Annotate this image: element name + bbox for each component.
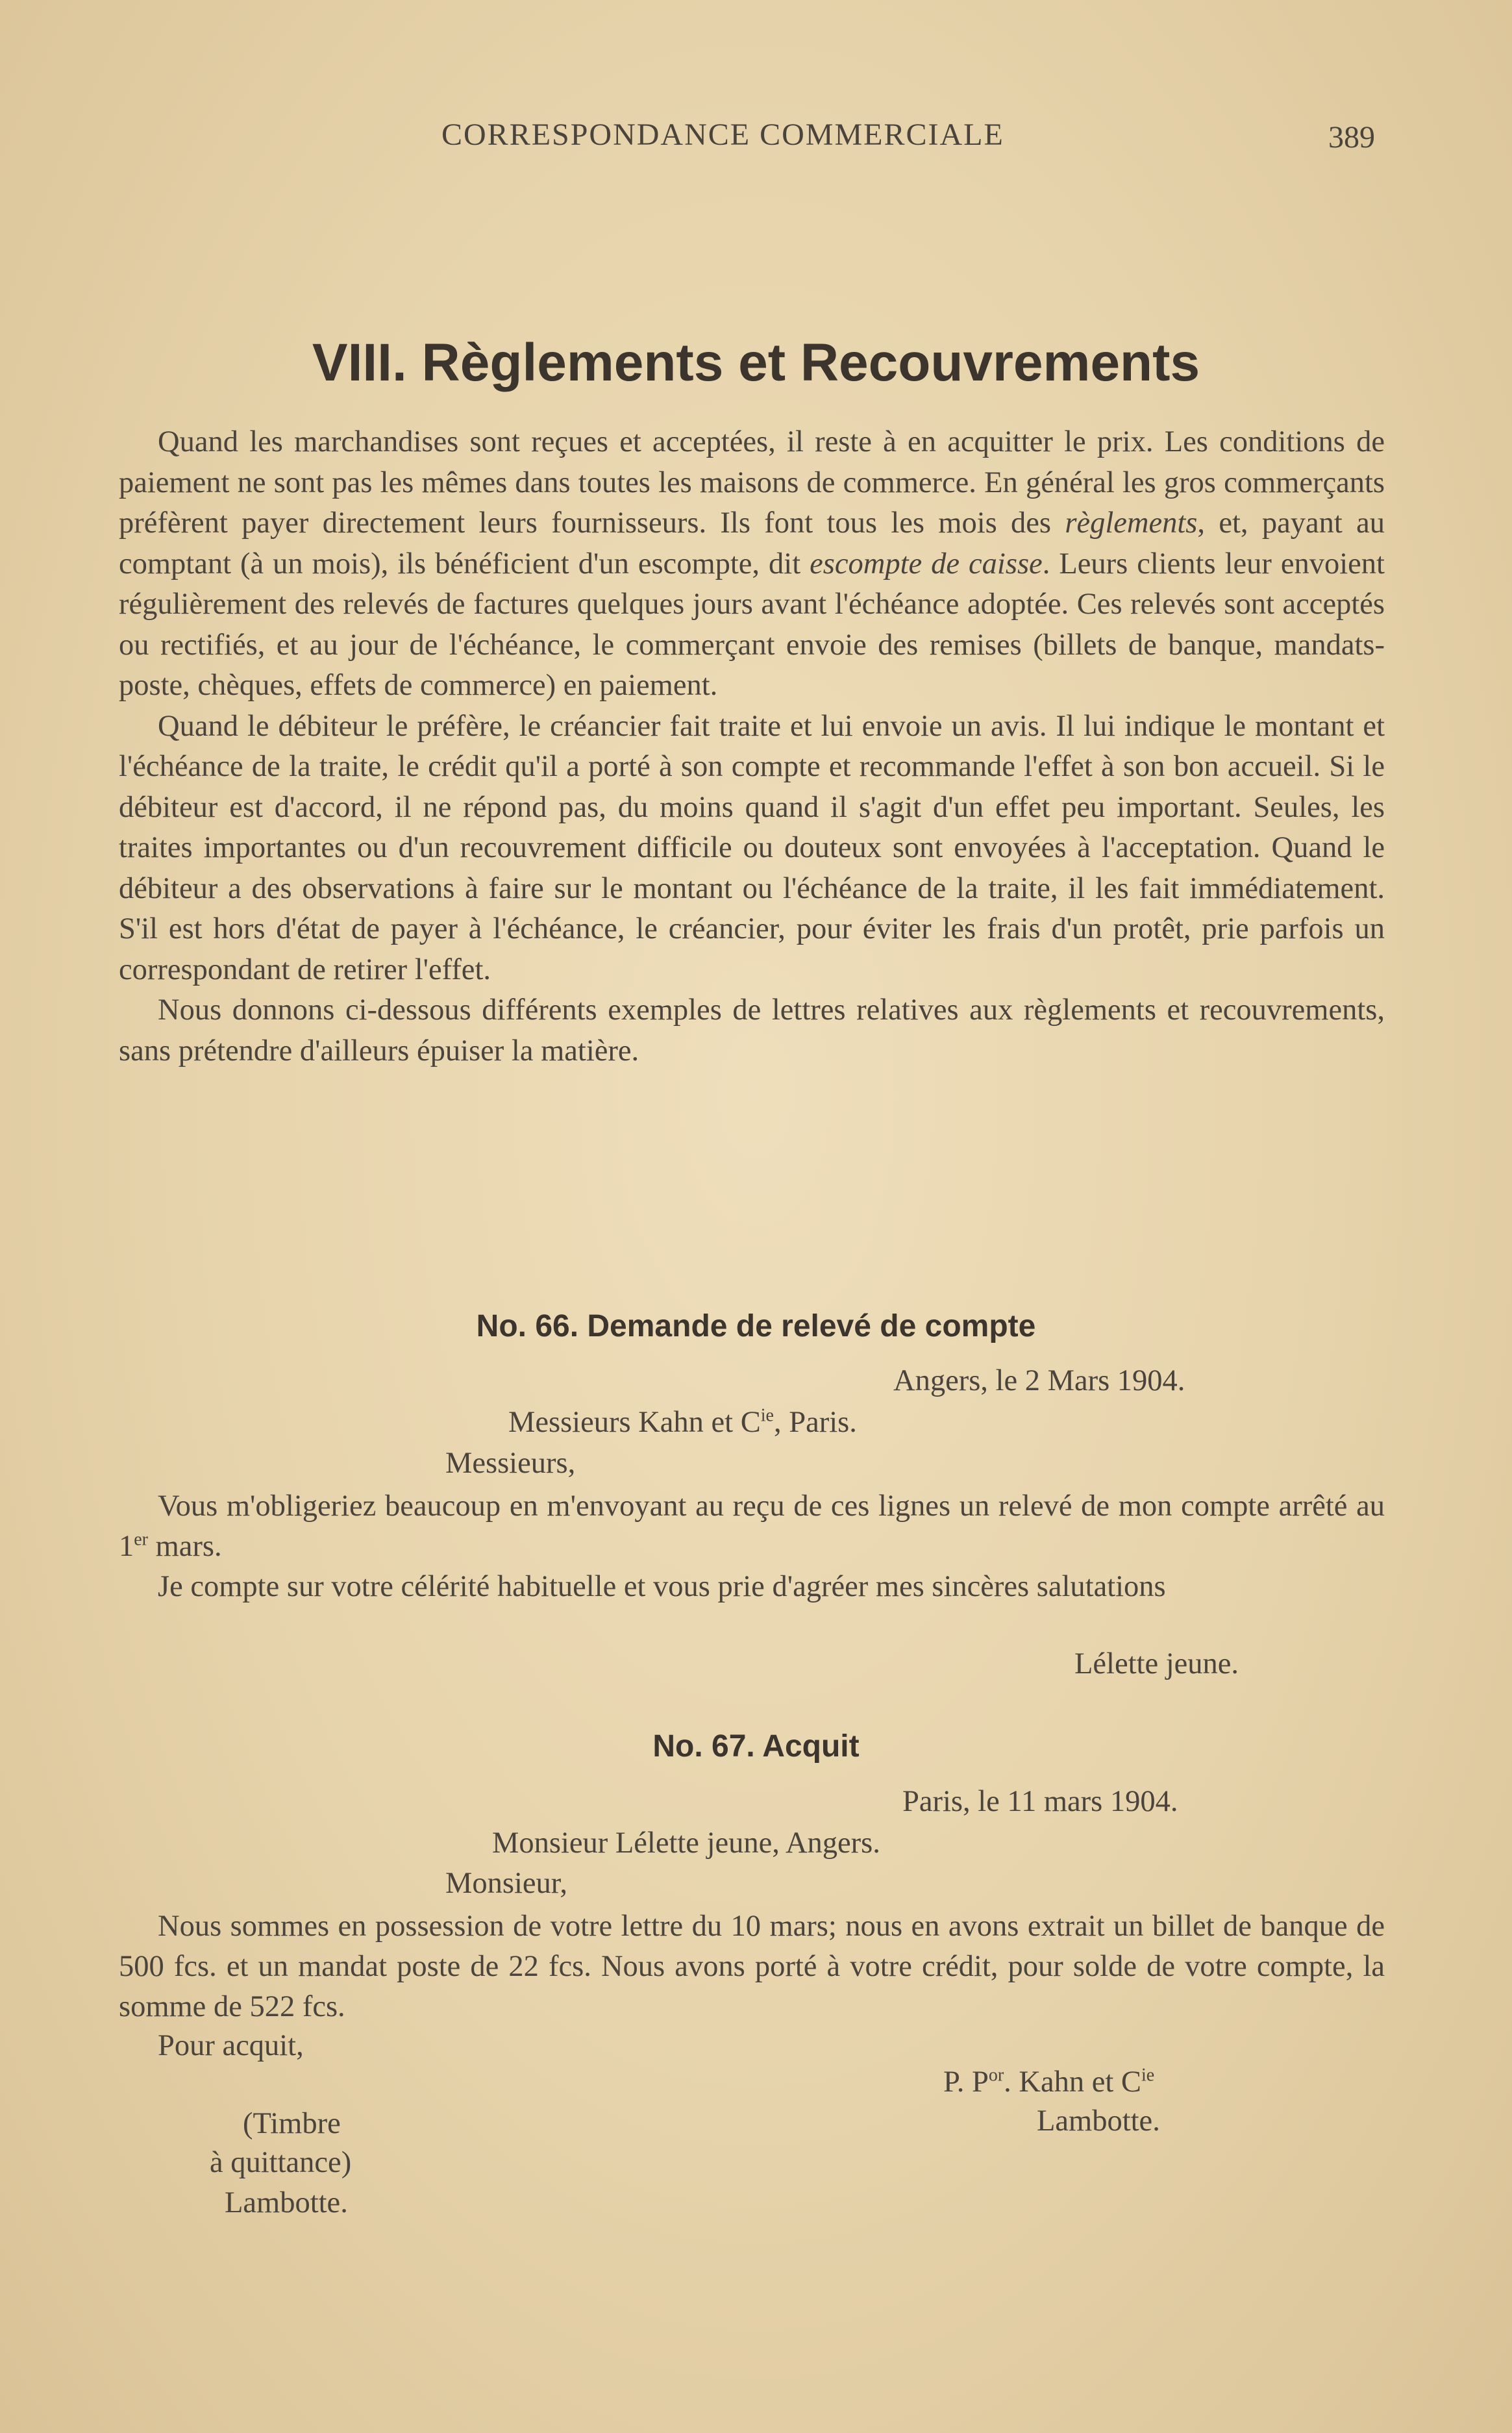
term-reglements: règlements [1065,506,1198,540]
letter-66-salutation: Messieurs, [445,1447,576,1480]
section-title: VIII. Règlements et Recouvrements [312,333,1200,392]
letter-66-body [119,1486,1385,1607]
intro-paragraph-3: Nous donnons ci-dessous différents exemples de lettres relatives aux règlements et recouvrements, sans prétendre d'ailleurs épuiser la matière. [119,993,1385,1067]
page-number: 389 [1328,120,1375,155]
letter-67-signature-firm: P. $P^{or}$. Kahn et $C^{ie}$ [943,2065,1155,2099]
letter-66-date: Angers, le 2 Mars 1904. [893,1364,1185,1397]
letter-67-date: Paris, le 11 mars 1904. [902,1785,1178,1818]
intro-paragraph-1: Quand les marchandises sont reçues et acceptées, il reste à en acquitter le prix. Les conditions de paiement ne sont pas les mêmes dans toutes les maisons de commerce. En général les gros commerçants préfèrent payer directement leurs fournisseurs. Ils font tous les mois des règlements, et, payant au comptant (à un mois), ils bénéficient d'un escompte, dit escompte de caisse. Leurs clients leur envoient régulièrement des relevés de factures quelques jours avant l'échéance adoptée. Ces relevés sont acceptés ou rectifiés, et au jour de l'échéance, le commerçant envoie des remises (billets de banque, mandats-poste, chèques, effets de commerce) en paiement. [119,425,1385,702]
letter-67-body [119,1906,1385,2027]
letter-66-signature: Lélette jeune. [1074,1647,1239,1680]
letter-67-pour-acquit: Pour acquit, [158,2029,304,2062]
letter-66-recipient: Messieurs Kahn et $C^{ie}$, Paris. [508,1405,857,1439]
letter-67-paragraph-1: Nous sommes en possession de votre lettre du 10 mars; nous en avons extrait un billet de banque de 500 fcs. et un mandat poste de 22 fcs. Nous avons porté à votre crédit, pour solde de votre compte, la somme de 522 fcs. [119,1910,1385,2023]
running-title: CORRESPONDANCE COMMERCIALE [441,118,1004,152]
letter-67-signature-name: Lambotte. [1037,2104,1160,2138]
letter-66-title: No. 66. Demande de relevé de compte [476,1309,1036,1343]
stamp-line-3: Lambotte. [225,2186,348,2219]
letter-66-paragraph-2: Je compte sur votre célérité habituelle et vous prie d'agréer mes sincères salutations [158,1570,1166,1603]
term-escompte: escompte de caisse [810,547,1043,580]
letter-67-salutation: Monsieur, [445,1867,567,1900]
letter-67-title: No. 67. Acquit [652,1729,860,1764]
letter-67-recipient: Monsieur Lélette jeune, Angers. [492,1827,880,1860]
intro-text [119,422,1385,1071]
page-header [0,117,1512,162]
letter-66-paragraph-1: Vous m'obligeriez beaucoup en m'envoyant au reçu de ces lignes un relevé de mon compte arrêté au 1er mars. [119,1490,1385,1563]
stamp-line-1: (Timbre [243,2107,341,2140]
intro-paragraph-2: Quand le débiteur le préfère, le créancier fait traite et lui envoie un avis. Il lui indique le montant et l'échéance de la traite, le crédit qu'il a porté à son compte et recommande l'effet à son bon accueil. Si le débiteur est d'accord, il ne répond pas, du moins quand il s'agit d'un effet peu important. Seules, les traites importantes ou d'un recouvrement difficile ou douteux sont envoyées à l'acceptation. Quand le débiteur a des observations à faire sur le montant ou l'échéance de la traite, il les fait immédiatement. S'il est hors d'état de payer à l'échéance, le créancier, pour éviter les frais d'un protêt, prie parfois un correspondant de retirer l'effet. [119,709,1385,986]
stamp-line-2: à quittance) [210,2146,352,2179]
